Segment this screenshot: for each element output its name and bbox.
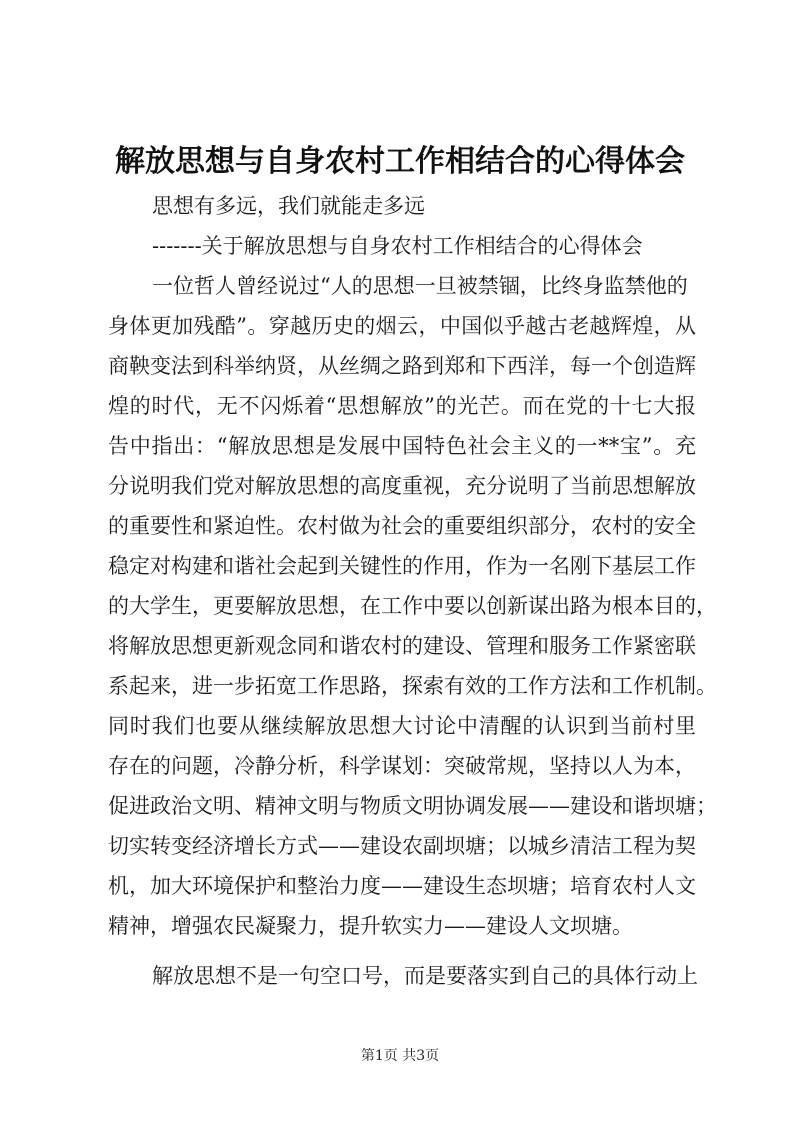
paragraph-1-line-11: 系起来，进一步拓宽工作思路，探索有效的工作方法和工作机制。: [108, 674, 717, 698]
paragraph-2-line-1: 解放思想不是一句空口号，而是要落实到自己的具体行动上: [152, 964, 698, 988]
paragraph-1-line-13: 存在的问题，冷静分析，科学谋划：突破常规，坚持以人为本，: [108, 754, 696, 778]
paragraph-1-line-10: 将解放思想更新观念同和谐农村的建设、管理和服务工作紧密联: [108, 634, 696, 658]
paragraph-1-line-14: 促进政治文明、精神文明与物质文明协调发展——建设和谐坝塘；: [108, 794, 717, 818]
paragraph-1-line-16: 机，加大环境保护和整治力度——建设生态坝塘；培育农村人文: [108, 874, 696, 898]
paragraph-1-line-4: 煌的时代，无不闪烁着“思想解放”的光芒。而在党的十七大报: [108, 394, 696, 418]
paragraph-1-line-7: 的重要性和紧迫性。农村做为社会的重要组织部分，农村的安全: [108, 514, 696, 538]
subtitle-line: 思想有多远，我们就能走多远: [152, 194, 425, 218]
paragraph-1-line-6: 分说明我们党对解放思想的高度重视，充分说明了当前思想解放: [108, 474, 696, 498]
paragraph-1-line-17: 精神，增强农民凝聚力，提升软实力——建设人文坝塘。: [108, 914, 633, 938]
byline-line: -------关于解放思想与自身农村工作相结合的心得体会: [152, 234, 643, 258]
paragraph-1-line-12: 同时我们也要从继续解放思想大讨论中清醒的认识到当前村里: [108, 714, 696, 738]
paragraph-1-line-8: 稳定对构建和谐社会起到关键性的作用，作为一名刚下基层工作: [108, 554, 696, 578]
paragraph-1-line-15: 切实转变经济增长方式——建设农副坝塘；以城乡清洁工程为契: [108, 834, 696, 858]
paragraph-1-line-3: 商鞅变法到科举纳贤，从丝绸之路到郑和下西洋，每一个创造辉: [108, 354, 696, 378]
document-title: 解放思想与自身农村工作相结合的心得体会: [115, 144, 685, 179]
paragraph-1-line-2: 身体更加残酷”。穿越历史的烟云，中国似乎越古老越辉煌，从: [108, 314, 696, 338]
paragraph-1-line-9: 的大学生，更要解放思想，在工作中要以创新谋出路为根本目的，: [108, 594, 717, 618]
paragraph-1-line-5: 告中指出：“解放思想是发展中国特色社会主义的一**宝”。充: [108, 434, 696, 458]
paragraph-1-line-1: 一位哲人曾经说过“人的思想一旦被禁锢，比终身监禁他的: [152, 274, 688, 298]
page-footer: 第1页 共3页: [360, 1048, 440, 1064]
